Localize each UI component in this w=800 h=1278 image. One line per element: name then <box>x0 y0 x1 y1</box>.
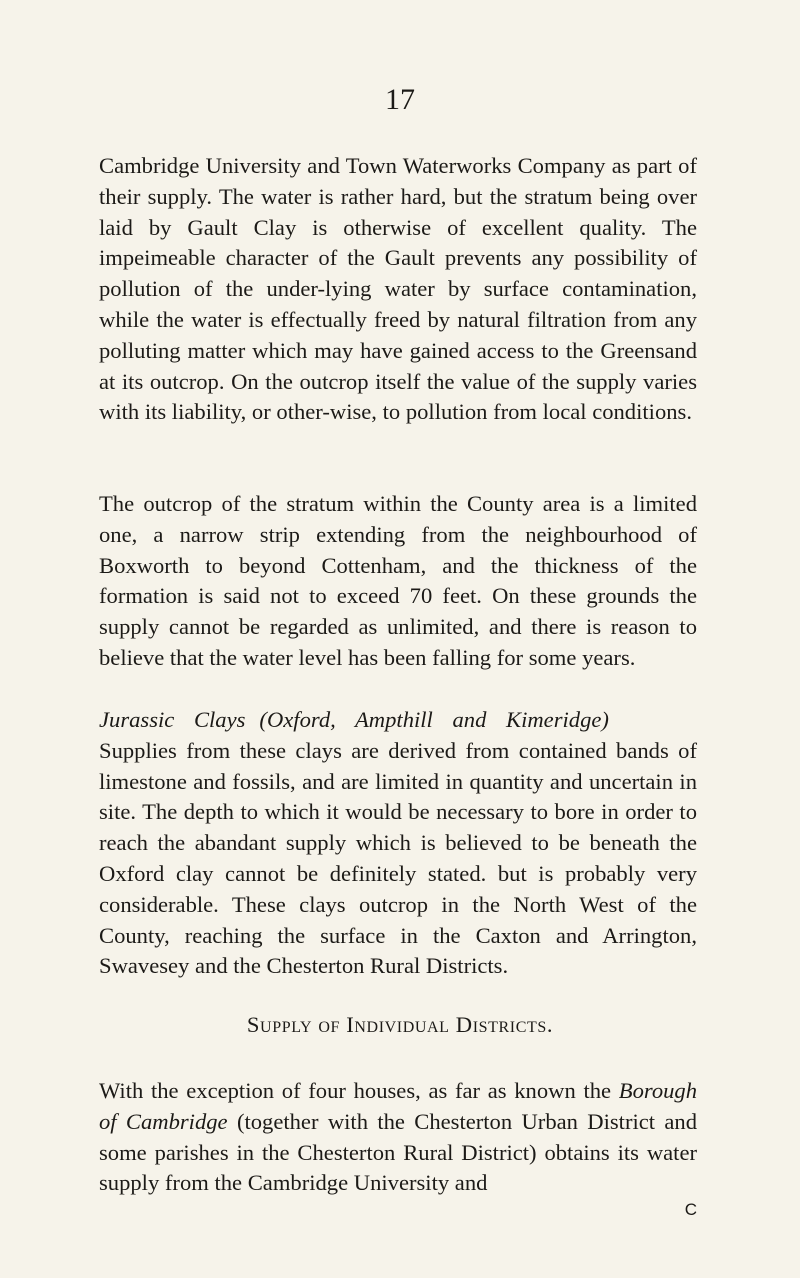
paragraph-text: Cambridge University and Town Waterworks Company as part of their supply. The water is rather hard, but the stratum being over laid by Gault Clay is otherwise of excellent quality. The impeimeable character of the Gault prevents any possibility of pollution of the under-lying water by surface contamination, while the water is effectually freed by natural filtration from any polluting matter which may have gained access to the Greensand at its outcrop. On the outcrop itself the value of the supply varies with its liability, or other-wise, to pollution from local conditions. <box>99 153 697 425</box>
paragraph-jurassic-clays <box>99 705 697 982</box>
signature-mark: C <box>684 1200 697 1219</box>
paragraph-outcrop <box>99 489 697 674</box>
paragraph-lead: With the exception of four houses, as far as known the <box>99 1078 612 1103</box>
page-number: 17 <box>385 83 415 116</box>
paragraph-continuation: (together with the Chesterton Urban District and some parishes in the Chesterton Rural District) obtains its water supply from the Cambridge University and <box>99 1108 698 1196</box>
subheading-line <box>99 705 697 736</box>
paragraph-cambridge-borough <box>99 1076 697 1199</box>
paragraph-text: Supplies from these clays are derived from contained bands of limestone and fossils, and are limited in quantity and uncertain in site. The depth to which it would be necessary to bore in order to reach the abandant supply which is believed to be beneath the Oxford clay cannot be definitely stated. but is probably very considerable. These clays outcrop in the North West of the County, reaching the surface in the Caxton and Arrington, Swavesey and the Chesterton Rural Districts. <box>99 737 697 979</box>
subheading-parenthetical: (Oxford, Ampthill and Kimeridge) <box>259 707 609 732</box>
paragraph-text <box>99 1076 697 1199</box>
paragraph-text: The outcrop of the stratum within the County area is a limited one, a narrow strip extending from the neighbourhood of Boxworth to beyond Cottenham, and the thickness of the formation is said not to exceed 70 feet. On these grounds the supply cannot be regarded as unlimited, and there is reason to believe that the water level has been falling for some years. <box>99 491 697 670</box>
subheading-title: Jurassic Clays <box>99 707 246 732</box>
section-heading: Supply of Individual Districts. <box>246 1012 554 1037</box>
place-name-italic: Borough of Cambridge <box>99 1078 698 1134</box>
paragraph-greensand-supply <box>99 151 697 428</box>
